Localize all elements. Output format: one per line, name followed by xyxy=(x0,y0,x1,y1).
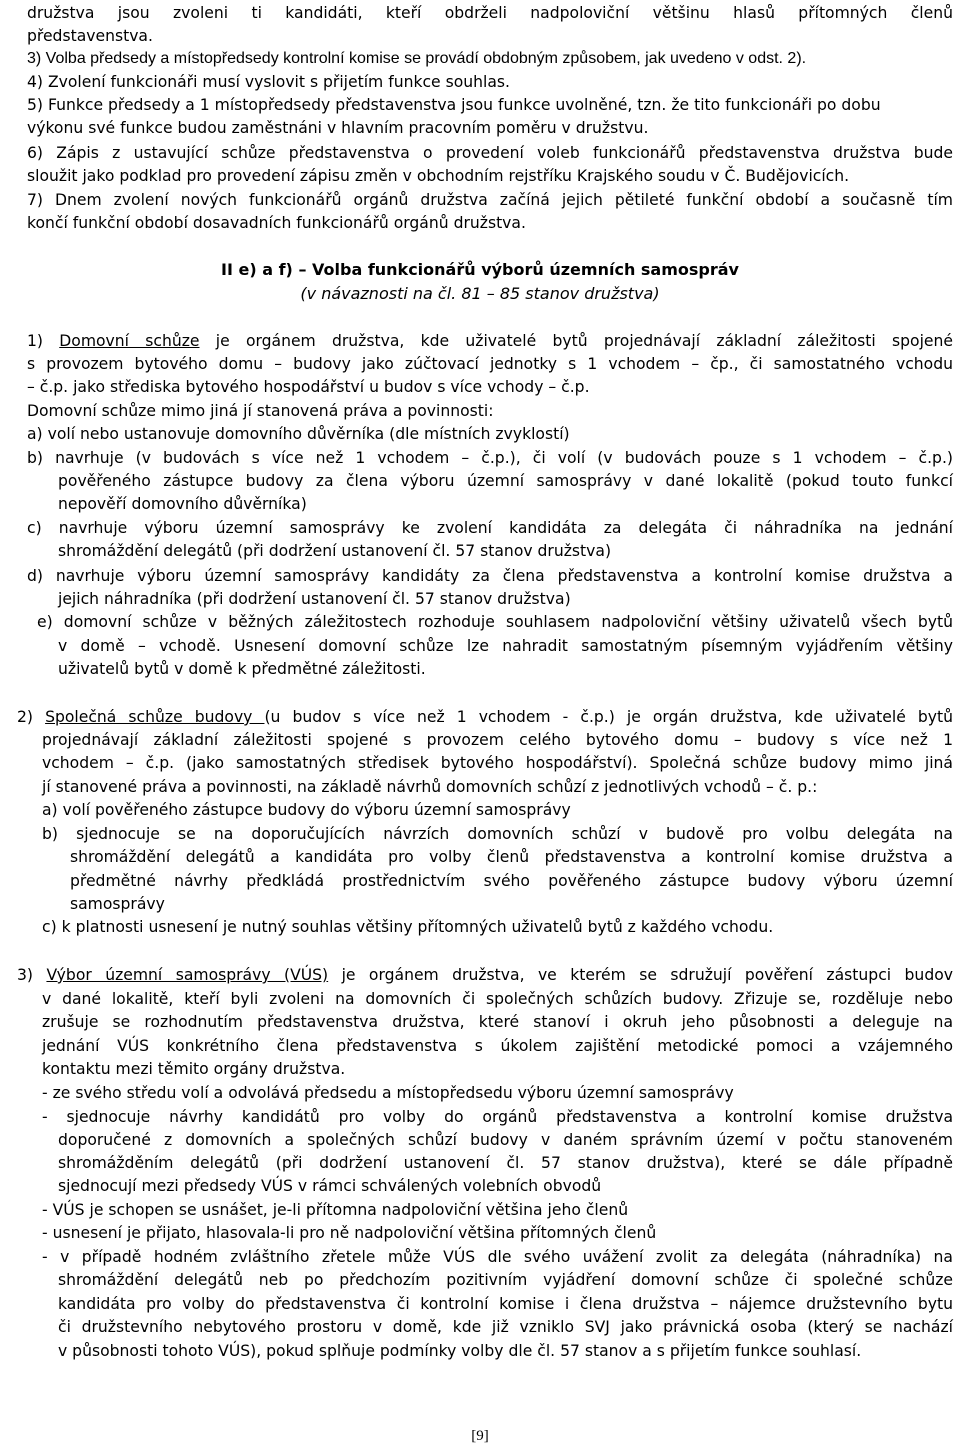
text-line: shromáždění delegátů neb po předchozím pozitivním vyjádření domovní schůze či společné schůze xyxy=(58,1271,953,1289)
text-line: výkonu své funkce budou zaměstnáni v hlavním pracovním poměru v družstvu. xyxy=(27,119,649,137)
text-line: v dané lokalitě, kteří byli zvoleni na domovních či společných schůzích budovy. Zřizuje se, rozděluje nebo xyxy=(42,990,953,1008)
text-line: Domovní schůze mimo jiná jí stanovená práva a povinnosti: xyxy=(27,402,494,420)
text-line: jejich náhradníka (při dodržení ustanovení čl. 57 stanov družstva) xyxy=(58,590,571,608)
text-line xyxy=(17,964,953,986)
text-line: s provozem bytového domu – budovy jako zúčtovací jednotky s 1 vchodem – čp., či samostatného vchodu xyxy=(27,355,953,373)
list-item: a) volí pověřeného zástupce budovy do výboru územní samosprávy xyxy=(42,801,571,819)
term-spolecna-schuze: Společná schůze budovy xyxy=(45,708,265,726)
list-item: - usnesení je přijato, hlasovala-li pro ně nadpoloviční většina přítomných členů xyxy=(42,1224,657,1242)
text-line: 7) Dnem zvolení nových funkcionářů orgánů družstva začíná jejich pětileté funkční období a současně tím xyxy=(27,191,953,209)
list-item: b) navrhuje (v budovách s více než 1 vchodem – č.p.), či volí (v budovách pouze s 1 vchodem – č.p.) xyxy=(27,449,953,467)
list-item: c) k platnosti usnesení je nutný souhlas většiny přítomných uživatelů bytů z každého vchodu. xyxy=(42,918,774,936)
text-line xyxy=(17,706,953,728)
list-item: c) navrhuje výboru územní samosprávy ke zvolení kandidáta za delegáta či náhradníka na jednání xyxy=(27,519,953,537)
text-line: kontaktu mezi těmito orgány družstva. xyxy=(42,1060,346,1078)
text-line: projednávají základní záležitosti spojené s provozem celého bytového domu – budovy s více než 1 xyxy=(42,731,953,749)
text-line: představenstva. xyxy=(27,27,153,45)
text-line: předmětné návrhy předkládá prostřednictvím svého pověřeného zástupce budovy výboru územní xyxy=(70,872,953,890)
text-line: vchodem – č.p. (jako samostatných středisek bytového hospodářství). Společná schůze budovy mimo jiná xyxy=(42,754,953,772)
item-number: 1) xyxy=(27,332,60,350)
list-item: - ze svého středu volí a odvolává předsedu a místopředsedu výboru územní samosprávy xyxy=(42,1084,734,1102)
text-span: je orgánem družstva, kde uživatelé bytů projednávají základní záležitosti spojené xyxy=(199,332,953,350)
text-line: jednání VÚS konkrétního člena představenstva s úkolem zajištění metodické pomoci a vzájemného xyxy=(42,1037,953,1055)
section-subheading: (v návaznosti na čl. 81 – 85 stanov družstva) xyxy=(300,284,660,303)
term-domovni-schuze: Domovní schůze xyxy=(59,332,200,350)
item-number: 2) xyxy=(17,708,46,726)
text-line: v domě – vchodě. Usnesení domovní schůze lze nahradit samostatným písemným vyjádřením většiny xyxy=(58,637,953,655)
text-line: sjednocují mezi předsedy VÚS v rámci schválených volebních obvodů xyxy=(58,1177,602,1195)
list-item: b) sjednocuje se na doporučujících návrzích domovních schůzí v budově pro volbu delegáta na xyxy=(42,825,953,843)
text-line: 4) Zvolení funkcionáři musí vyslovit s přijetím funkce souhlas. xyxy=(27,73,511,91)
text-line: družstva jsou zvoleni ti kandidáti, kteří obdrželi nadpoloviční většinu hlasů přítomných členů xyxy=(27,4,953,22)
term-vus: Výbor územní samosprávy (VÚS) xyxy=(46,966,329,984)
list-item: - sjednocuje návrhy kandidátů pro volby do orgánů představenstva a kontrolní komise družstva xyxy=(42,1108,953,1126)
text-line: končí funkční období dosavadních funkcionářů orgánů družstva. xyxy=(27,214,526,232)
text-line: 6) Zápis z ustavující schůze představenstva o provedení voleb funkcionářů představenstva družstva bude xyxy=(27,144,953,162)
text-line: či družstevního nebytového prostoru v domě, kde již vzniklo SVJ jako právnická osoba (který se nachází xyxy=(58,1318,953,1336)
page-number: [9] xyxy=(471,1428,489,1444)
text-span: (u budov s více než 1 vchodem - č.p.) je orgán družstva, kde uživatelé bytů xyxy=(264,708,953,726)
text-line: 5) Funkce předsedy a 1 místopředsedy představenstva jsou funkce uvolněné, tzn. že tito funkcionáři po dobu xyxy=(27,96,881,114)
text-line: 3) Volba předsedy a místopředsedy kontrolní komise se provádí obdobným způsobem, jak uvedeno v odst. 2). xyxy=(27,50,807,67)
section-heading: II e) a f) – Volba funkcionářů výborů územních samospráv xyxy=(221,260,739,279)
item-number: 3) xyxy=(17,966,47,984)
text-span: je orgánem družstva, ve kterém se sdružují pověření zástupci budov xyxy=(328,966,953,984)
text-line: shromáždění delegátů a kandidáta pro volby členů představenstva a kontrolní komise družstva a xyxy=(70,848,953,866)
text-line: nepověří domovního důvěrníka) xyxy=(58,495,307,513)
text-line: doporučené z domovních a společných schůzí budovy v daném správním území v počtu stanoveném xyxy=(58,1131,953,1149)
text-line: uživatelů bytů v domě k předmětné záležitosti. xyxy=(58,660,426,678)
text-line: shromážděním delegátů (při dodržení ustanovení čl. 57 stanov družstva), které se dále případně xyxy=(58,1154,953,1172)
list-item: d) navrhuje výboru územní samosprávy kandidáty za člena představenstva a kontrolní komise družstva a xyxy=(27,567,953,585)
text-line: samosprávy xyxy=(70,895,165,913)
list-item: a) volí nebo ustanovuje domovního důvěrníka (dle místních zvyklostí) xyxy=(27,425,570,443)
list-item: - VÚS je schopen se usnášet, je-li přítomna nadpoloviční většina jeho členů xyxy=(42,1201,629,1219)
list-item: - v případě hodném zvláštního zřetele může VÚS dle svého uvážení zvolit za delegáta (náhradníka) na xyxy=(42,1248,953,1266)
text-line xyxy=(27,330,953,352)
list-item: e) domovní schůze v běžných záležitostech rozhoduje souhlasem nadpoloviční většiny uživatelů všech bytů xyxy=(37,613,953,631)
text-line: – č.p. jako střediska bytového hospodářství u budov s více vchody – č.p. xyxy=(27,378,590,396)
text-line: v působnosti tohoto VÚS), pokud splňuje podmínky volby dle čl. 57 stanov a s přijetím funkce souhlasí. xyxy=(58,1342,862,1360)
text-line: zrušuje se rozhodnutím představenstva družstva, které stanoví i okruh jeho působnosti a deleguje na xyxy=(42,1013,953,1031)
text-line: sloužit jako podklad pro provedení zápisu změn v obchodním rejstříku Krajského soudu v Č. Budějovicích. xyxy=(27,167,850,185)
text-line: shromáždění delegátů (při dodržení ustanovení čl. 57 stanov družstva) xyxy=(58,542,612,560)
text-line: kandidáta pro volby do představenstva či kontrolní komise i člena družstva – nájemce družstevního bytu xyxy=(58,1295,953,1313)
text-line: jí stanovené práva a povinnosti, na základě návrhů domovních schůzí z jednotlivých vchodů – č. p.: xyxy=(42,778,818,796)
text-line: pověřeného zástupce budovy za člena výboru územní samosprávy v dané lokalitě (pokud touto funkcí xyxy=(58,472,953,490)
